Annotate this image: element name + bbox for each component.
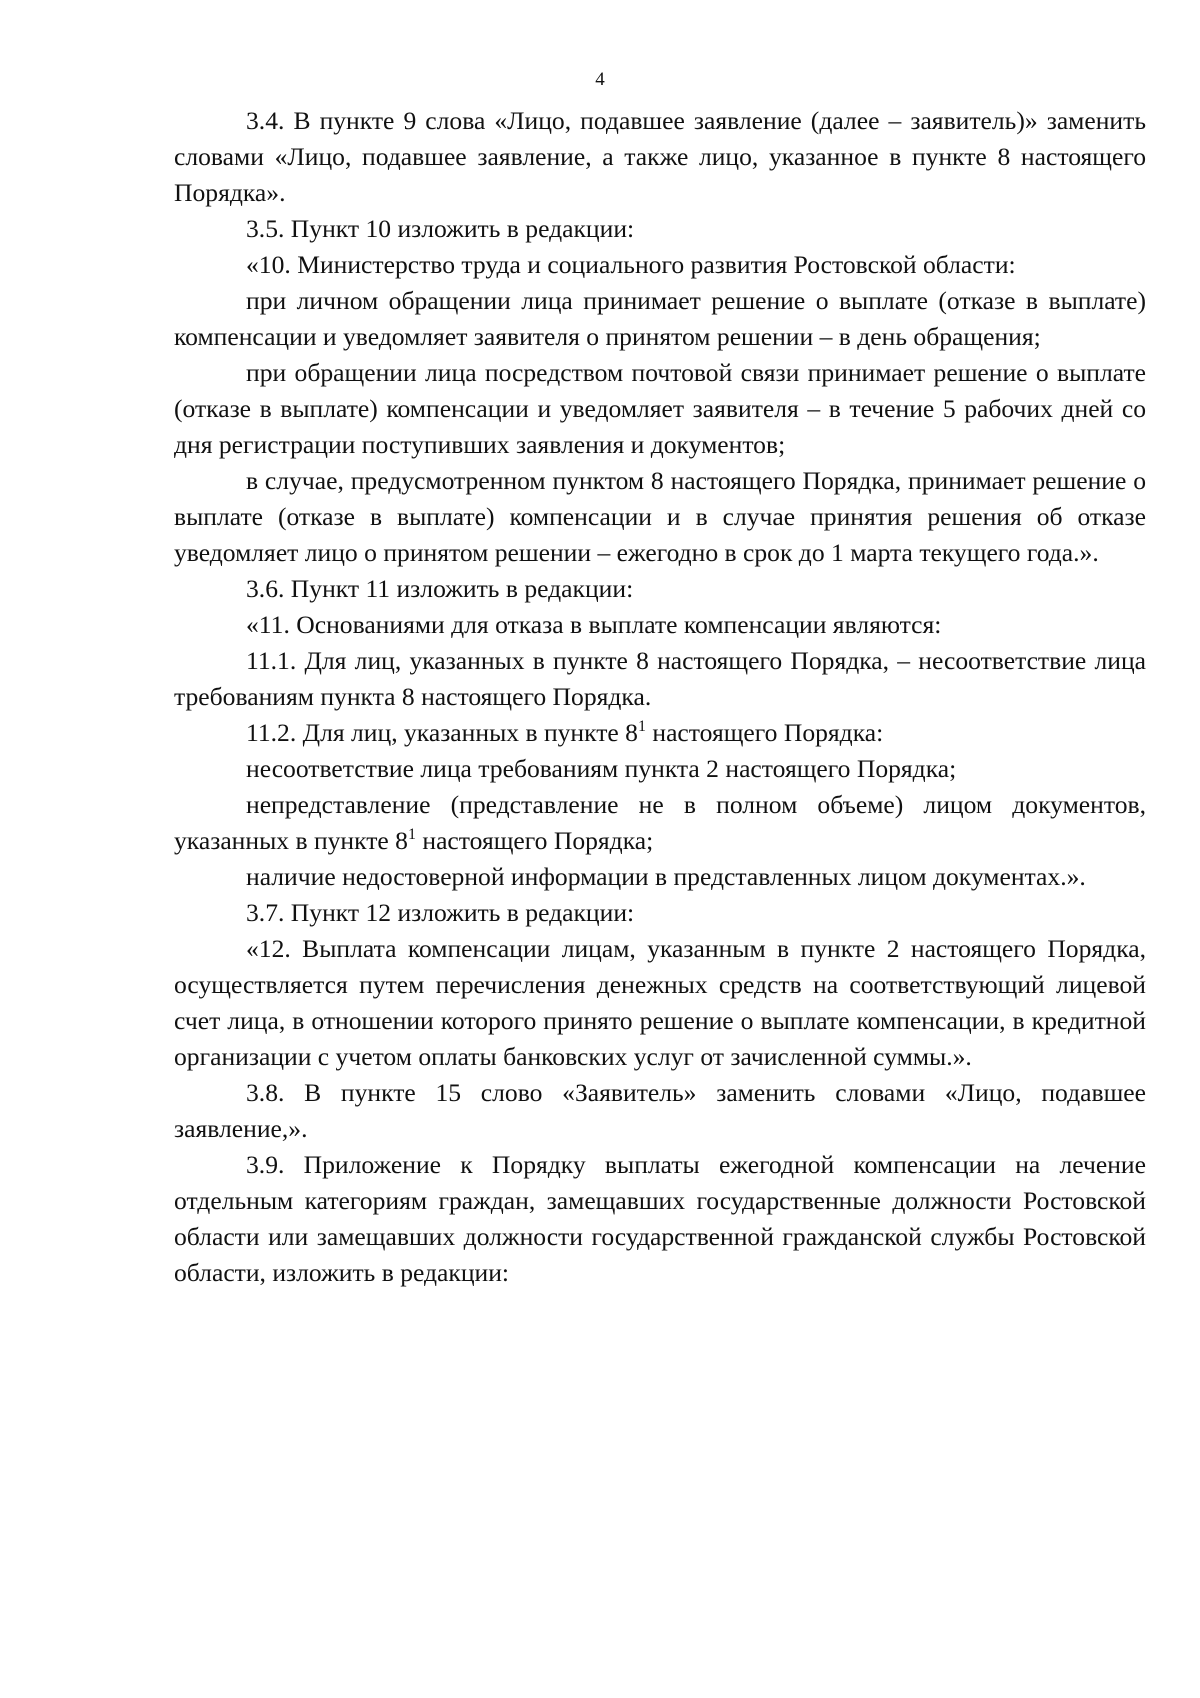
superscript-1: 1	[637, 718, 646, 735]
paragraph-3-6: 3.6. Пункт 11 изложить в редакции:	[246, 574, 634, 603]
document-body	[174, 103, 1146, 1291]
paragraph-11-intro: «11. Основаниями для отказа в выплате компенсации являются:	[246, 610, 942, 639]
paragraph-3-5: 3.5. Пункт 10 изложить в редакции:	[246, 214, 635, 243]
paragraph-10-case-8: в случае, предусмотренном пунктом 8 настоящего Порядка, принимает решение о выплате (отказе в выплате) компенсации и в случае принятия решения об отказе уведомляет лицо о принятом решении – ежегодно в срок до 1 марта текущего года.».	[174, 466, 1146, 567]
paragraph-10-intro: «10. Министерство труда и социального развития Ростовской области:	[246, 250, 1016, 279]
paragraph-11-2-item-2	[174, 787, 1146, 859]
paragraph-11-2-item-2-tail: настоящего Порядка;	[415, 826, 654, 855]
paragraph-11-1: 11.1. Для лиц, указанных в пункте 8 настоящего Порядка, – несоответствие лица требованиям пункта 8 настоящего Порядка.	[174, 646, 1146, 711]
paragraph-10-postal: при обращении лица посредством почтовой связи принимает решение о выплате (отказе в выплате) компенсации и уведомляет заявителя – в течение 5 рабочих дней со дня регистрации поступивших заявления и документов;	[174, 358, 1146, 459]
paragraph-10-personal: при личном обращении лица принимает решение о выплате (отказе в выплате) компенсации и уведомляет заявителя о принятом решении – в день обращения;	[174, 286, 1146, 351]
superscript-1: 1	[407, 826, 416, 843]
paragraph-3-8: 3.8. В пункте 15 слово «Заявитель» заменить словами «Лицо, подавшее заявление,».	[174, 1078, 1146, 1143]
paragraph-11-2-item-1: несоответствие лица требованиям пункта 2 настоящего Порядка;	[246, 754, 957, 783]
page-number: 4	[595, 69, 605, 90]
paragraph-3-4: 3.4. В пункте 9 слова «Лицо, подавшее заявление (далее – заявитель)» заменить словами «Лицо, подавшее заявление, а также лицо, указанное в пункте 8 настоящего Порядка».	[174, 106, 1146, 207]
paragraph-12: «12. Выплата компенсации лицам, указанным в пункте 2 настоящего Порядка, осуществляется путем перечисления денежных средств на соответствующий лицевой счет лица, в отношении которого принято решение о выплате компенсации, в кредитной организации с учетом оплаты банковских услуг от зачисленной суммы.».	[174, 934, 1146, 1071]
paragraph-11-2-text: 11.2. Для лиц, указанных в пункте 8	[246, 718, 638, 747]
paragraph-11-2-item-3: наличие недостоверной информации в представленных лицом документах.».	[246, 862, 1086, 891]
paragraph-11-2-tail: настоящего Порядка:	[645, 718, 884, 747]
paragraph-11-2	[174, 715, 1146, 751]
paragraph-3-9: 3.9. Приложение к Порядку выплаты ежегодной компенсации на лечение отдельным категориям граждан, замещавших государственные должности Ростовской области или замещавших должности государственной гражданской службы Ростовской области, изложить в редакции:	[174, 1150, 1146, 1287]
paragraph-3-7: 3.7. Пункт 12 изложить в редакции:	[246, 898, 635, 927]
paragraph-11-2-item-2-text: непредставление (представление не в полном объеме) лицом документов, указанных в пункте 8	[174, 790, 1146, 855]
